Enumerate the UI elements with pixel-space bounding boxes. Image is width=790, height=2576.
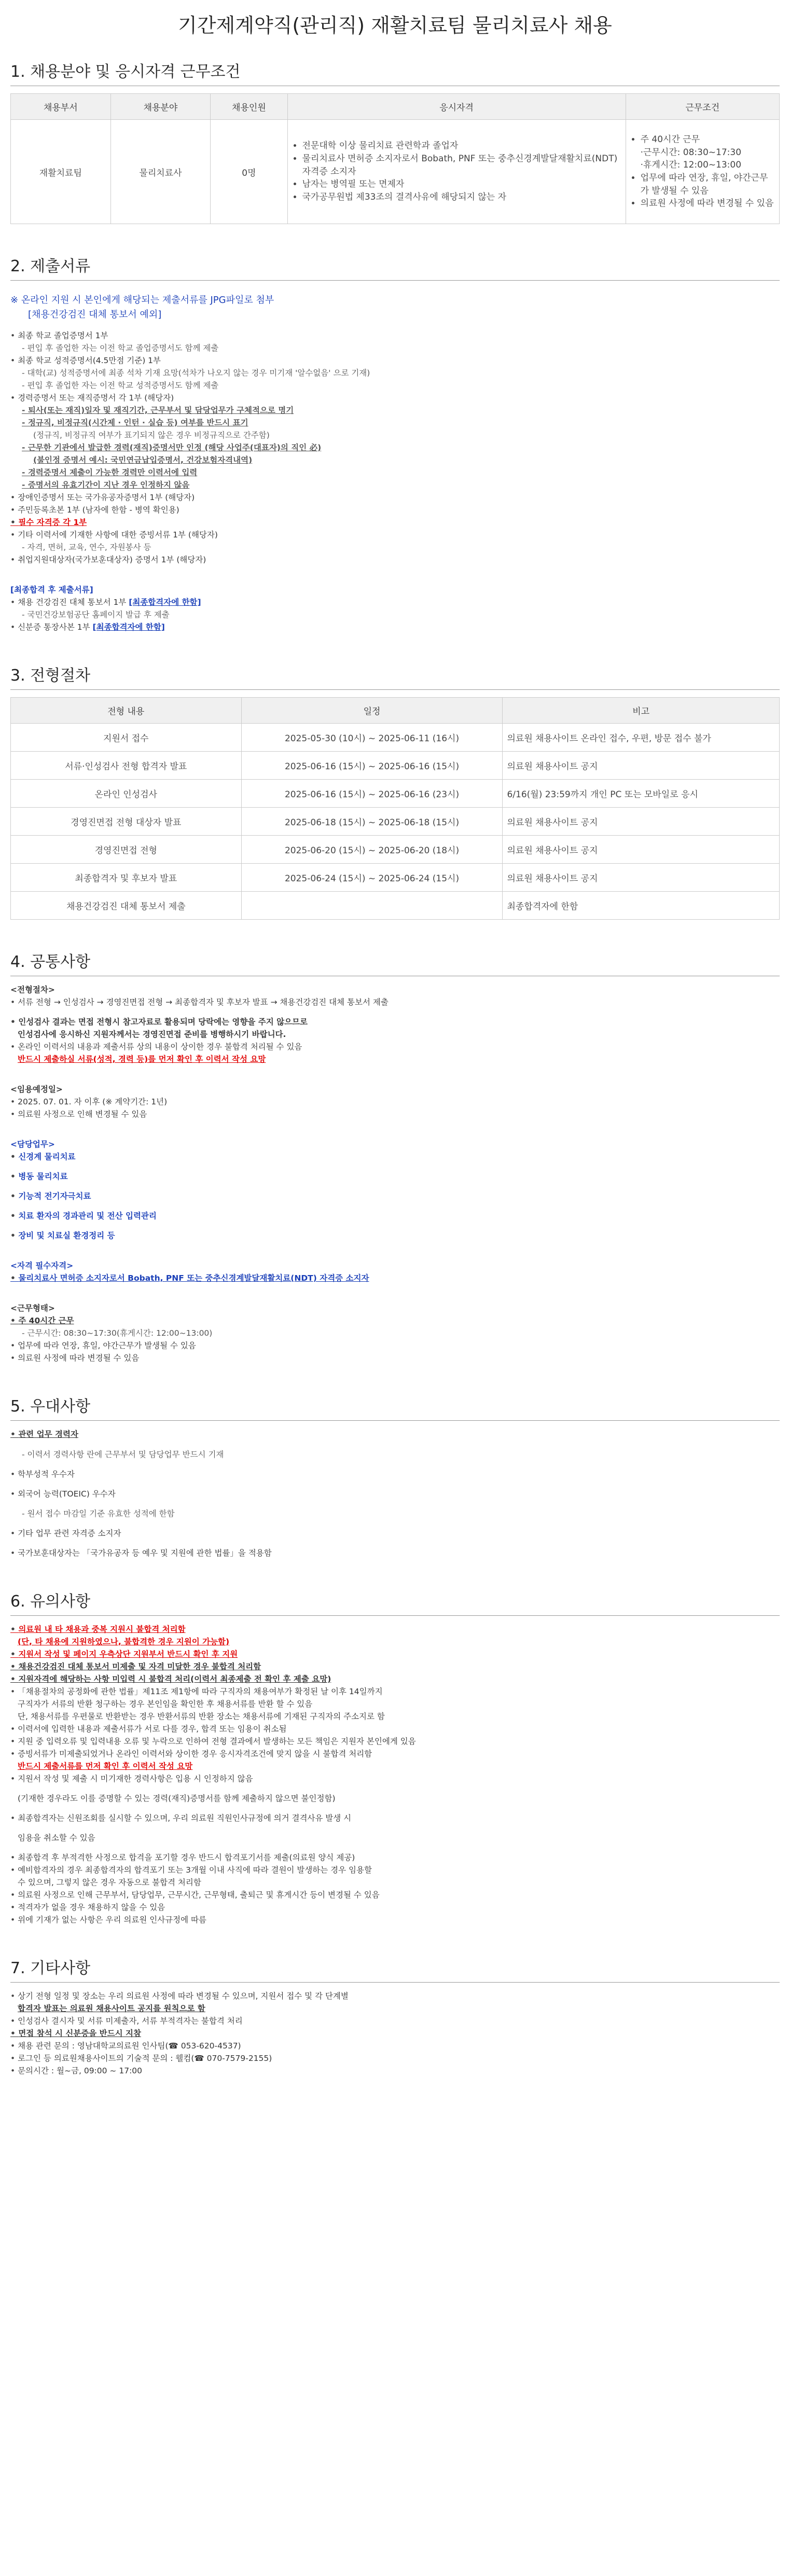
doc-subitem: - 경력증명서 제출이 가능한 경력만 이력서에 입력	[22, 467, 198, 477]
doc-item: • 최종 학교 성적증명서(4.5만점 기준) 1부	[10, 354, 780, 367]
doc-subitem: - 대학(교) 성적증명서에 최종 석차 기재 요망(석차가 나오지 않는 경우 미기재 '알수없음' 으로 기재)	[22, 368, 370, 378]
reqs-cell	[287, 120, 626, 224]
dept-cell: 재활치료팀	[11, 120, 111, 224]
req-item: • 전문대학 이상 물리치료 관련학과 졸업자	[302, 140, 621, 153]
cond-item: • 주 40시간 근무	[641, 133, 775, 146]
doc-subitem: - 자격, 면허, 교육, 연수, 자원봉사 등	[22, 543, 151, 552]
notice-jpg: ※ 온라인 지원 시 본인에게 해당되는 제출서류를 JPG파일로 첨부	[10, 295, 274, 306]
table-row: 경영진면접 전형 대상자 발표 2025-06-18 (15시) ~ 2025-06-18 (15시) 의료원 채용사이트 공지	[11, 808, 780, 836]
conds-cell	[626, 120, 779, 224]
cond-item: ·휴게시간: 12:00~13:00	[640, 160, 742, 171]
doc-subitem: (정규직, 비정규직 여부가 표기되지 않은 경우 비정규직으로 간주함)	[33, 430, 270, 440]
field-cell: 물리치료사	[110, 120, 211, 224]
section-3-heading: 3. 전형절차	[10, 662, 780, 690]
req-item: • 물리치료사 면허증 소지자로서 Bobath, PNF 또는 중추신경계발달재활치료(NDT) 자격증 소지자	[302, 153, 621, 178]
doc-subitem: - 편입 후 졸업한 자는 이전 학교 졸업증명서도 함께 제출	[22, 343, 219, 353]
etc-section: • 상기 전형 일정 및 장소는 우리 의료원 사정에 따라 변경될 수 있으며, 지원서 접수 및 각 단계별 합격자 발표는 의료원 채용사이트 공지를 원칙으로 함 • 인성검사 결시자 및 서류 미제출자, 서류 부적격자는 불합격 처리 • 면접 참석 시 신분증을 반드시 지참 • 채용 관련 문의 : 영남대학교의료원 인사팀(☎ 053-620-4537) • 로그인 등 의료원채용사이트의 기술적 문의 : 웰컴(☎ 070-7579-2155) • 문의시간 : 월~금, 09:00 ~ 17:00	[10, 1990, 780, 2077]
sub-heading: <임용예정일>	[10, 1085, 63, 1095]
contact-tech: • 로그인 등 의료원채용사이트의 기술적 문의 : 웰컴(☎ 070-7579-2155)	[10, 2052, 780, 2065]
table-row: 채용건강검진 대체 통보서 제출 최종합격자에 한함	[11, 892, 780, 920]
section-4-heading: 4. 공통사항	[10, 949, 780, 976]
doc-subitem: - 증명서의 유효기간이 지난 경우 인정하지 않음	[22, 480, 190, 490]
sub-heading: <근무형태>	[10, 1304, 55, 1313]
documents-section	[10, 288, 780, 633]
sub-heading: <자격 필수자격>	[10, 1261, 74, 1271]
doc-subitem: (불인정 증명서 예시: 국민연금납입증명서, 건강보험자격내역)	[33, 455, 253, 465]
section-6-heading: 6. 유의사항	[10, 1588, 780, 1616]
final-doc-item: • 채용 건강검진 대체 통보서 1부 [최종합격자에 한함]	[10, 596, 780, 608]
th-reqs: 응시자격	[287, 94, 626, 120]
final-doc-item: • 신분증 통장사본 1부 [최종합격자에 한함]	[10, 621, 780, 633]
common-section: <전형절차> • 서류 전형 → 인성검사 → 경영진면접 전형 → 최종합격자 및 후보자 발표 → 채용건강검진 대체 통보서 제출 • 인성검사 결과는 면접 전형시 참고자료로 활용되며 당락에는 영향을 주지 않으므로 인성검사에 응시하신 지원자께서는 경영진면접 준비를 병행하시기 바랍니다. • 온라인 이력서의 내용과 제출서류 상의 내용이 상이한 경우 불합격 처리될 수 있음 반드시 제출하실 서류(성적, 경력 등)를 먼저 확인 후 이력서 작성 요망 <임용예정일> • 2025. 07. 01. 자 이후 (※ 계약기간: 1년) • 의료원 사정으로 인해 변경될 수 있음 <담당업무> • 신경계 물리치료 • 병동 물리치료 • 기능적 전기자극치료 • 치료 환자의 경과관리 및 전산 입력관리 • 장비 및 치료실 환경정리 등 <자격 필수자격> • 물리치료사 면허증 소지자로서 Bobath, PNF 또는 중추신경계발달재활치료(NDT) 자격증 소지자 <근무형태> • 주 40시간 근무 - 근무시간: 08:30~17:30(휴게시간: 12:00~13:00) • 업무에 따라 연장, 휴일, 야간근무가 발생될 수 있음 • 의료원 사정에 따라 변경될 수 있음	[10, 984, 780, 1364]
th-date: 일정	[241, 698, 503, 724]
recruit-table	[10, 93, 780, 224]
contact-hr: • 채용 관련 문의 : 영남대학교의료원 인사팀(☎ 053-620-4537)	[10, 2040, 780, 2052]
th-note: 비고	[503, 698, 780, 724]
th-step: 전형 내용	[11, 698, 242, 724]
table-row: 최종합격자 및 후보자 발표 2025-06-24 (15시) ~ 2025-06-24 (15시) 의료원 채용사이트 공지	[11, 864, 780, 892]
doc-subitem: - 근무한 기관에서 발급한 경력(재직)증명서만 인정 (해당 사업주(대표자)의 직인 必)	[22, 442, 322, 452]
table-row: 경영진면접 전형 2025-06-20 (15시) ~ 2025-06-20 (18시) 의료원 채용사이트 공지	[11, 836, 780, 864]
sub-heading: <담당업무>	[10, 1140, 55, 1149]
th-conds: 근무조건	[626, 94, 779, 120]
doc-subitem: - 정규직, 비정규직(시간제 · 인턴 · 실습 등) 여부를 반드시 표기	[22, 418, 248, 427]
cond-item: • 의료원 사정에 따라 변경될 수 있음	[641, 197, 775, 210]
schedule-table	[10, 697, 780, 920]
th-count: 채용인원	[211, 94, 287, 120]
preference-section: • 관련 업무 경력자 - 이력서 경력사항 란에 근무부서 및 담당업무 반드시 기재 • 학부성적 우수자 • 외국어 능력(TOEIC) 우수자 - 원서 접수 마감일 기준 유효한 성적에 한함 • 기타 업무 관련 자격증 소지자 • 국가보훈대상자는 「국가유공자 등 예우 및 지원에 관한 법률」을 적용함	[10, 1428, 780, 1559]
final-doc-subitem: - 국민건강보험공단 홈페이지 발급 후 제출	[22, 610, 170, 620]
contact-hours: • 문의시간 : 월~금, 09:00 ~ 17:00	[10, 2065, 780, 2077]
page-title: 기간제계약직(관리직) 재활치료팀 물리치료사 채용	[178, 14, 612, 37]
doc-item: • 필수 자격증 각 1부	[10, 516, 780, 529]
page	[0, 9, 790, 2077]
section-7-heading: 7. 기타사항	[10, 1955, 780, 1983]
doc-item: • 취업지원대상자(국가보훈대상자) 증명서 1부 (해당자)	[10, 553, 780, 566]
section-1-heading: 1. 채용분야 및 응시자격 근무조건	[10, 59, 780, 86]
section-5-heading: 5. 우대사항	[10, 1393, 780, 1421]
th-dept: 채용부서	[11, 94, 111, 120]
doc-item: • 기타 이력서에 기재한 사항에 대한 증빙서류 1부 (해당자)	[10, 529, 780, 541]
notice-exception: [채용건강검진 대체 통보서 예외]	[28, 309, 162, 320]
req-item: • 남자는 병역필 또는 면제자	[302, 178, 621, 191]
doc-item: • 최종 학교 졸업증명서 1부	[10, 329, 780, 342]
final-docs-heading: [최종합격 후 제출서류]	[10, 585, 93, 595]
cond-item: ·근무시간: 08:30~17:30	[640, 147, 742, 158]
sub-heading: <전형절차>	[10, 985, 55, 995]
req-item: • 국가공무원법 제33조의 결격사유에 해당되지 않는 자	[302, 191, 621, 204]
cond-item: • 업무에 따라 연장, 휴일, 야간근무가 발생될 수 있음	[641, 172, 775, 197]
doc-item: • 장애인증명서 또는 국가유공자증명서 1부 (해당자)	[10, 491, 780, 504]
doc-subitem: - 편입 후 졸업한 자는 이전 학교 성적증명서도 함께 제출	[22, 380, 219, 390]
count-cell: 0명	[211, 120, 287, 224]
th-field: 채용분야	[110, 94, 211, 120]
table-row: 온라인 인성검사 2025-06-16 (15시) ~ 2025-06-16 (23시) 6/16(월) 23:59까지 개인 PC 또는 모바일로 응시	[11, 780, 780, 808]
table-row: 지원서 접수 2025-05-30 (10시) ~ 2025-06-11 (16시) 의료원 채용사이트 온라인 접수, 우편, 방문 접수 불가	[11, 724, 780, 752]
section-2-heading: 2. 제출서류	[10, 253, 780, 281]
table-row: 서류·인성검사 전형 합격자 발표 2025-06-16 (15시) ~ 2025-06-16 (15시) 의료원 채용사이트 공지	[11, 752, 780, 780]
doc-item: • 경력증명서 또는 재직증명서 각 1부 (해당자)	[10, 392, 780, 404]
table-row	[11, 120, 780, 224]
doc-subitem: - 퇴사(또는 재직)일자 및 재직기간, 근무부서 및 담당업무가 구체적으로 명기	[22, 405, 294, 415]
doc-item: • 주민등록초본 1부 (남자에 한함 - 병역 확인용)	[10, 504, 780, 516]
caution-section: • 의료원 내 타 채용과 중복 지원시 불합격 처리함 (단, 타 채용에 지원하였으나, 불합격한 경우 지원이 가능함) • 지원서 작성 및 페이지 우측상단 지원부서 반드시 확인 후 지원 • 채용건강검진 대체 통보서 미제출 및 자격 미달한 경우 불합격 처리함 • 지원자격에 해당하는 사항 미입력 시 불합격 처리(이력서 최종제출 전 확인 후 제출 요망) • 「채용절차의 공정화에 관한 법률」제11조 제1항에 따라 구직자의 채용여부가 확정된 날 이후 14일까지 구직자가 서류의 반환 청구하는 경우 본인임을 확인한 후 채용서류를 반환 할 수 있음 단, 채용서류를 우편물로 반환받는 경우 반환서류의 반환 장소는 채용서류에 기재된 구직자의 주소지로 함 • 이력서에 입력한 내용과 제출서류가 서로 다를 경우, 합격 또는 임용이 취소됨 • 지원 중 입력오류 및 입력내용 오류 및 누락으로 인하여 전형 결과에서 발생하는 모든 책임은 지원자 본인에게 있음 • 증빙서류가 미제출되었거나 온라인 이력서와 상이한 경우 응시자격조건에 맞지 않을 시 불합격 처리함 반드시 제출서류를 먼저 확인 후 이력서 작성 요망 • 지원서 작성 및 제출 시 미기재한 경력사항은 입용 시 인정하지 않음 (기재한 경우라도 이를 증명할 수 있는 경력(재직)증명서를 함께 제출하지 않으면 불인정함) • 최종합격자는 신원조회를 실시할 수 있으며, 우리 의료원 직원인사규정에 의거 결격사유 발생 시 임용을 취소할 수 있음 • 최종합격 후 부적격한 사정으로 합격을 포기할 경우 반드시 합격포기서를 제출(의료원 양식 제공) • 예비합격자의 경우 최종합격자의 합격포기 또는 3개월 이내 사직에 따라 결원이 발생하는 경우 임용할 수 있으며, 그렇지 않은 경우 자동으로 불합격 처리함 • 의료원 사정으로 인해 근무부서, 담당업무, 근무시간, 근무형태, 출퇴근 및 휴게시간 등이 변경될 수 있음 • 적격자가 없을 경우 채용하지 않을 수 있음 • 위에 기재가 없는 사항은 우리 의료원 인사규정에 따름	[10, 1623, 780, 1926]
